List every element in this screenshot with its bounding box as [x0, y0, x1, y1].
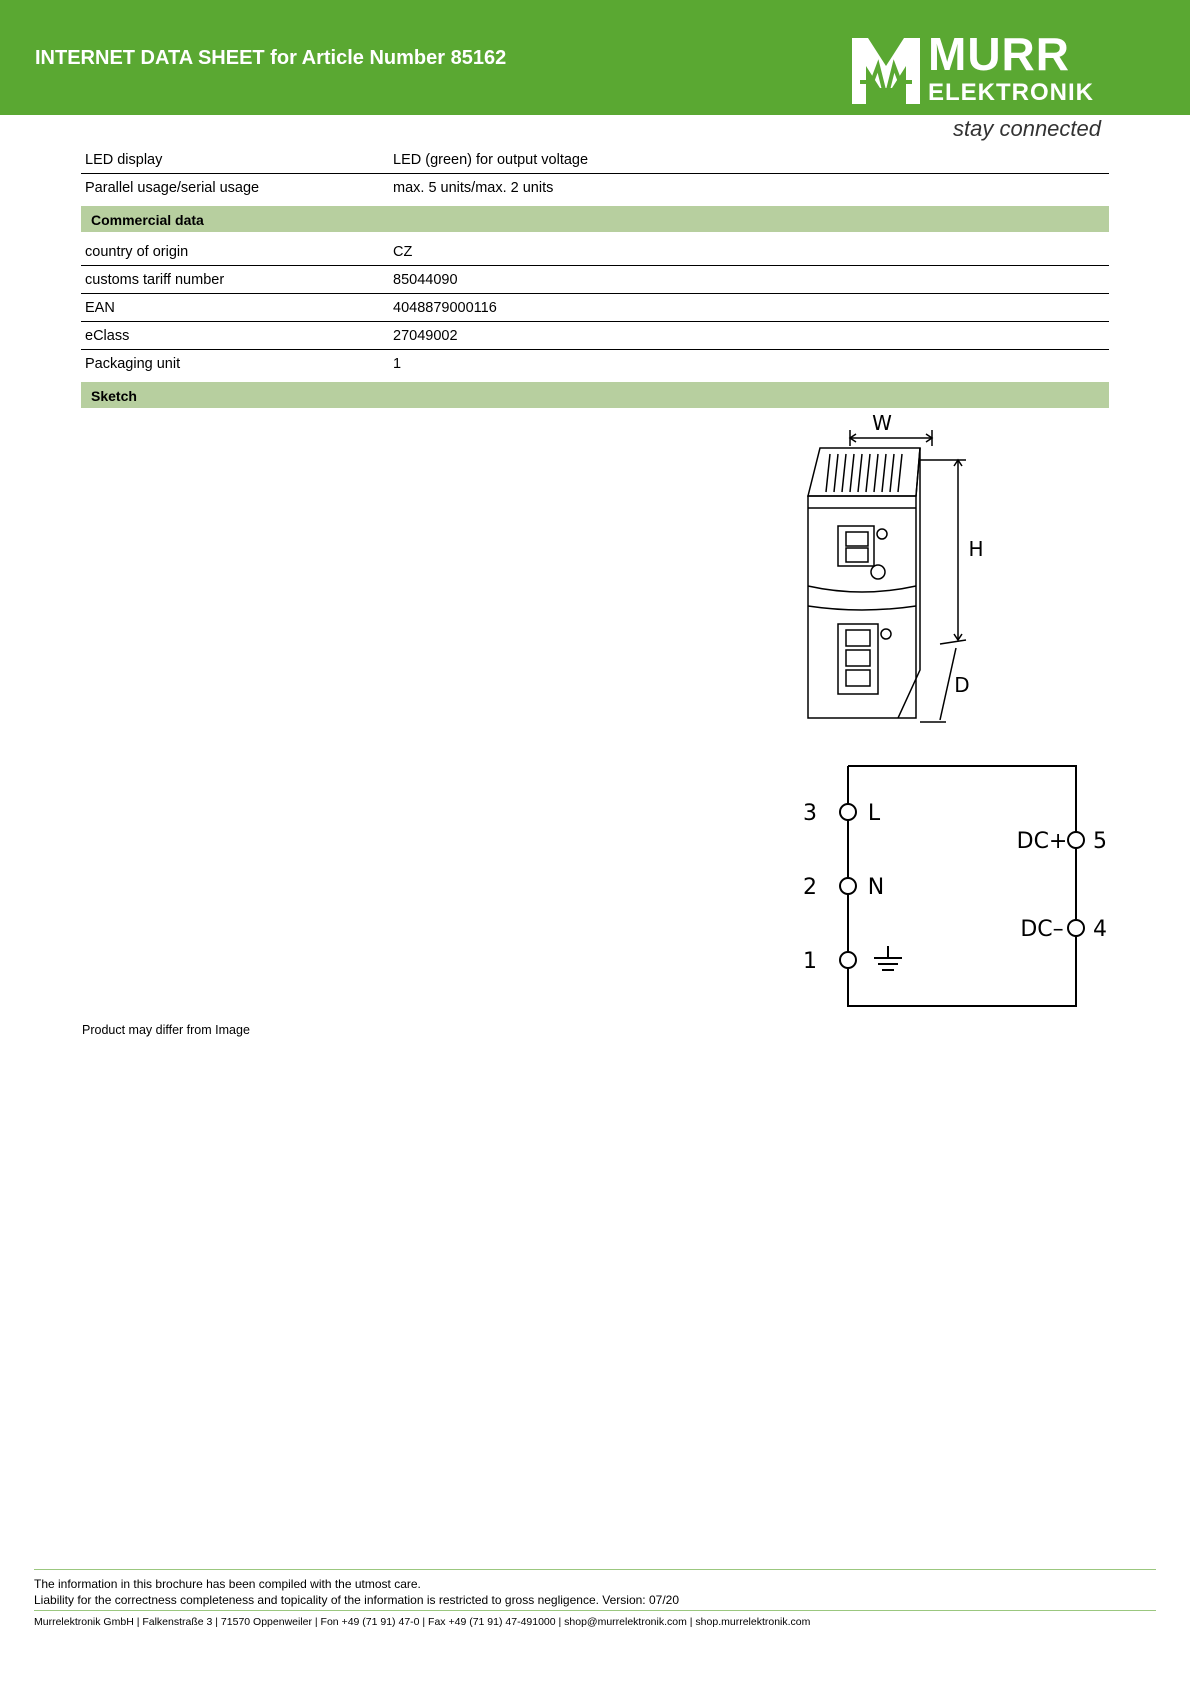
dim-h-label: H: [968, 537, 984, 561]
section-header-commercial: [81, 206, 1109, 232]
row-value: 27049002: [393, 328, 458, 344]
row-value: 85044090: [393, 272, 458, 288]
terminal-5-number: 5: [1093, 829, 1107, 854]
dim-w-label: W: [872, 411, 892, 435]
logo-text-elektronik: ELEKTRONIK: [928, 79, 1094, 106]
image-disclaimer: Product may differ from Image: [82, 1023, 250, 1037]
logo-text-murr: MURR: [928, 28, 1070, 80]
row-label: eClass: [85, 328, 130, 344]
table-row: [81, 294, 1109, 322]
terminal-dcplus-label: DC+: [1016, 829, 1068, 854]
footer-divider: [34, 1569, 1156, 1570]
footer-disclaimer-line1: The information in this brochure has been compiled with the utmost care.: [34, 1577, 421, 1591]
row-value: LED (green) for output voltage: [393, 152, 589, 168]
footer-address: Murrelektronik GmbH | Falkenstraße 3 | 71570 Oppenweiler | Fon +49 (71 91) 47-0 | Fax +49 (71 91) 47-491000 | shop@murrelektronik.com | shop.murrelektronik.com: [34, 1616, 811, 1628]
row-label: Packaging unit: [85, 356, 181, 372]
terminal-dcminus-label: DC–: [1020, 917, 1064, 942]
table-row: [81, 266, 1109, 294]
section-header-sketch: [81, 382, 1109, 408]
page-title: INTERNET DATA SHEET for Article Number 85162: [35, 47, 507, 69]
terminal-2-icon: [840, 878, 856, 894]
table-row: [81, 322, 1109, 350]
terminal-4-number: 4: [1093, 917, 1107, 942]
dim-d-label: D: [954, 673, 970, 697]
footer-disclaimer-line2: Liability for the correctness completeness and topicality of the information is restricted to gross negligence. Version: 07/20: [34, 1593, 680, 1607]
footer-divider: [34, 1610, 1156, 1611]
header-bar: [0, 0, 1190, 115]
tagline: stay connected: [953, 116, 1101, 141]
terminal-l-label: L: [867, 801, 881, 826]
row-label: Parallel usage/serial usage: [85, 180, 260, 196]
terminal-3-icon: [840, 804, 856, 820]
row-label: customs tariff number: [85, 272, 225, 288]
device-sketch: [790, 408, 990, 728]
footer-disclaimer: [34, 1576, 679, 1608]
table-row: [81, 350, 1109, 377]
row-value: 4048879000116: [393, 300, 497, 316]
table-row: [81, 238, 1109, 266]
terminal-3-number: 3: [803, 801, 817, 826]
terminal-1-icon: [840, 952, 856, 968]
wiring-diagram: [790, 752, 1110, 1012]
ground-icon: [874, 946, 902, 970]
row-value: CZ: [393, 244, 413, 260]
table-row: [81, 146, 1109, 174]
terminal-n-label: N: [867, 875, 885, 900]
row-label: LED display: [85, 152, 163, 168]
row-value: max. 5 units/max. 2 units: [393, 180, 554, 196]
section-title: Sketch: [91, 388, 137, 404]
terminal-1-number: 1: [803, 949, 817, 974]
row-value: 1: [393, 356, 402, 372]
row-label: country of origin: [85, 244, 189, 260]
section-title: Commercial data: [91, 212, 204, 228]
terminal-4-icon: [1068, 920, 1084, 936]
terminal-2-number: 2: [803, 875, 817, 900]
row-label: EAN: [85, 300, 115, 316]
table-row: [81, 174, 1109, 201]
murr-logo-mark-icon: [850, 36, 922, 106]
terminal-5-icon: [1068, 832, 1084, 848]
